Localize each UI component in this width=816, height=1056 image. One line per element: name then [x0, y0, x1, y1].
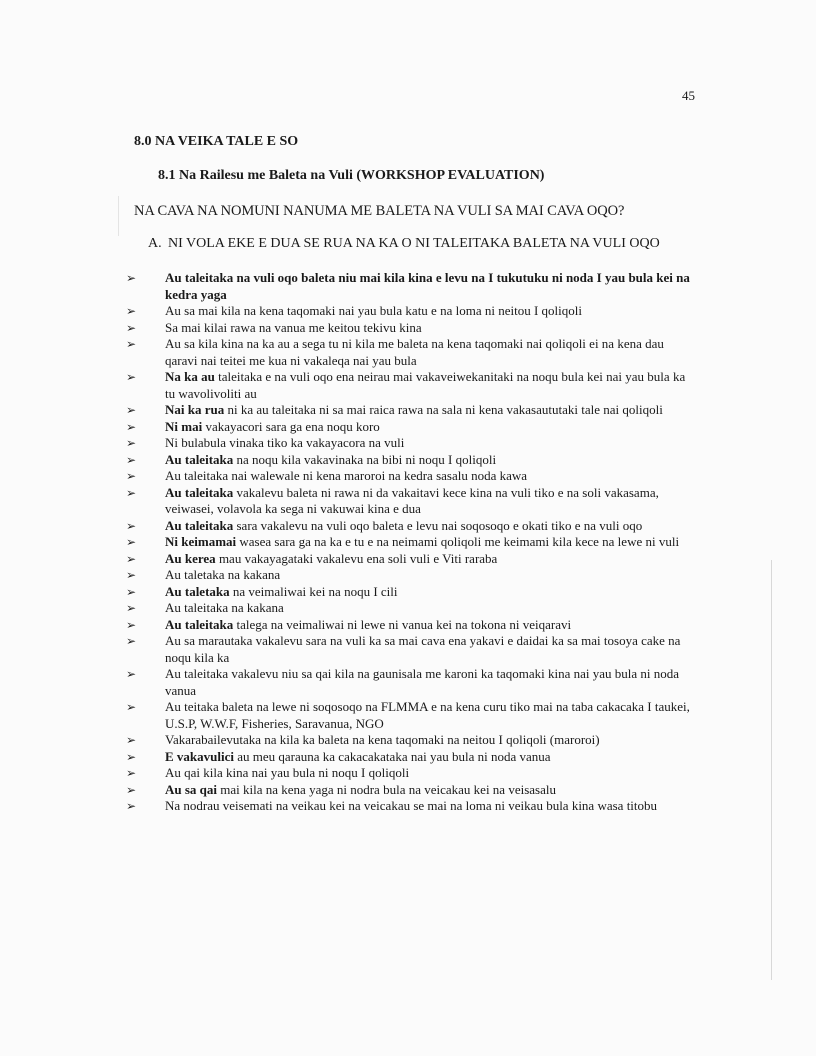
- bullet-item: [126, 600, 696, 617]
- bullet-item: [126, 798, 696, 815]
- bullet-text: [165, 782, 696, 799]
- bullet-text-bold: E vakavulici: [165, 748, 234, 764]
- arrow-bullet-icon: ➢: [126, 733, 137, 747]
- arrow-bullet-icon: ➢: [126, 667, 137, 681]
- bullet-text-run: Au taleitaka nai walewale ni kena maroroi na kedra sasalu noda kawa: [165, 468, 528, 483]
- arrow-bullet-icon: ➢: [126, 419, 137, 434]
- bullet-text-bold: Au sa qai: [165, 781, 218, 797]
- bullet-item: [126, 485, 696, 518]
- arrow-bullet-icon: ➢: [126, 766, 137, 780]
- bullet-text-run: wasea sara ga na ka e tu e na neimami qoliqoli me keimami kila kece na lewe ni vuli: [236, 534, 680, 549]
- item-a-text: NI VOLA EKE E DUA SE RUA NA KA O NI TALEITAKA BALETA NA VULI OQO: [168, 236, 660, 251]
- bullet-text-run: Au taleitaka na kakana: [165, 600, 284, 615]
- bullet-item: [126, 732, 696, 749]
- bullet-item: [126, 617, 696, 634]
- bullet-item: [126, 518, 696, 535]
- arrow-bullet-icon: ➢: [126, 304, 137, 318]
- arrow-bullet-icon: ➢: [126, 403, 137, 417]
- bullet-text: [165, 617, 696, 634]
- bullet-text-run: Sa mai kilai rawa na vanua me keitou tekivu kina: [165, 319, 422, 335]
- arrow-bullet-icon: ➢: [126, 452, 137, 467]
- bullet-text-run: sara vakalevu na vuli oqo baleta e levu nai soqosoqo e okati tiko e na vuli oqo: [233, 517, 643, 533]
- bullet-item: [126, 369, 696, 402]
- bullet-text: [165, 567, 696, 584]
- bullet-list: [126, 270, 696, 815]
- arrow-bullet-icon: ➢: [126, 601, 137, 615]
- bullet-item: [126, 320, 696, 337]
- bullet-text: [165, 320, 696, 337]
- bullet-item: [126, 303, 696, 320]
- bullet-text-run: Au taleitaka vakalevu niu sa qai kila na gaunisala me karoni ka taqomaki kina nai yau bula ni noda vanua: [165, 666, 680, 698]
- bullet-item: [126, 452, 696, 469]
- bullet-item: [126, 402, 696, 419]
- bullet-text: [165, 600, 696, 617]
- item-a: [148, 236, 688, 252]
- bullet-text-bold: Au taleitaka: [165, 616, 234, 632]
- bullet-text-run: na noqu kila vakavinaka na bibi ni noqu I qoliqoli: [233, 451, 497, 467]
- bullet-item: [126, 584, 696, 601]
- bullet-item: [126, 270, 696, 303]
- bullet-text-bold: Au taleitaka na vuli oqo baleta niu mai kila kina e levu na I tukutuku ni noda I yau bula kei na kedra yaga: [165, 270, 690, 302]
- subsection-title: 8.1 Na Railesu me Baleta na Vuli (WORKSHOP EVALUATION): [158, 168, 545, 183]
- arrow-bullet-icon: ➢: [126, 535, 137, 549]
- bullet-text: [165, 798, 696, 815]
- bullet-item: [126, 336, 696, 369]
- bullet-text-run: Ni bulabula vinaka tiko ka vakayacora na vuli: [165, 435, 405, 450]
- bullet-text: [165, 336, 696, 369]
- bullet-text-run: Vakarabailevutaka na kila ka baleta na kena taqomaki na neitou I qoliqoli (maroroi): [165, 732, 600, 747]
- section-title: 8.0 NA VEIKA TALE E SO: [134, 134, 299, 149]
- bullet-text: [165, 435, 696, 452]
- bullet-text-bold: Au taletaka: [165, 583, 230, 599]
- bullet-text: [165, 270, 696, 303]
- bullet-text: [165, 468, 696, 485]
- bullet-item: [126, 468, 696, 485]
- bullet-text-run: Au sa marautaka vakalevu sara na vuli ka sa mai cava ena yakavi e daidai ka sa mai tosoya cake na noqu kila ka: [165, 633, 681, 665]
- bullet-item: [126, 765, 696, 782]
- arrow-bullet-icon: ➢: [126, 485, 137, 500]
- bullet-text-bold: Ni mai: [165, 418, 203, 434]
- bullet-text-bold: Na ka au: [165, 369, 215, 384]
- bullet-text: [165, 402, 696, 419]
- bullet-text: [165, 419, 696, 436]
- bullet-text: [165, 534, 696, 551]
- bullet-text: [165, 666, 696, 699]
- bullet-item: [126, 666, 696, 699]
- bullet-text-run: ni ka au taleitaka ni sa mai raica rawa na sala ni kena vakasaututaki tale nai qoliqoli: [224, 402, 663, 417]
- bullet-text-run: Au taletaka na kakana: [165, 567, 281, 582]
- bullet-text-run: vakayacori sara ga ena noqu koro: [202, 418, 380, 434]
- bullet-text-run: Na nodrau veisemati na veikau kei na veicakau se mai na loma ni veikau bula kina wasa titobu: [165, 798, 658, 813]
- bullet-text: [165, 584, 696, 601]
- bullet-text: [165, 452, 696, 469]
- arrow-bullet-icon: ➢: [126, 799, 137, 813]
- bullet-text: [165, 732, 696, 749]
- item-a-letter: A.: [148, 236, 162, 251]
- bullet-text-bold: Au kerea: [165, 550, 216, 566]
- bullet-item: [126, 534, 696, 551]
- arrow-bullet-icon: ➢: [126, 518, 137, 533]
- bullet-item: [126, 435, 696, 452]
- scan-edge-mark: [118, 196, 119, 236]
- bullet-text-run: au meu qarauna ka cakacakataka nai yau bula ni noda vanua: [234, 748, 551, 764]
- arrow-bullet-icon: ➢: [126, 320, 137, 335]
- arrow-bullet-icon: ➢: [126, 337, 137, 351]
- bullet-text-run: talega na veimaliwai ni lewe ni vanua kei na tokona ni veiqaravi: [233, 616, 572, 632]
- bullet-item: [126, 633, 696, 666]
- bullet-item: [126, 551, 696, 568]
- bullet-item: [126, 749, 696, 766]
- page-number: 45: [682, 88, 695, 103]
- bullet-text: [165, 518, 696, 535]
- bullet-text-run: mai kila na kena yaga ni nodra bula na veicakau kei na veisasalu: [217, 781, 556, 797]
- bullet-text-bold: Nai ka rua: [165, 402, 225, 417]
- arrow-bullet-icon: ➢: [126, 700, 137, 714]
- bullet-text-run: Au sa mai kila na kena taqomaki nai yau bula katu e na loma ni neitou I qoliqoli: [165, 303, 582, 318]
- arrow-bullet-icon: ➢: [126, 584, 137, 599]
- arrow-bullet-icon: ➢: [126, 370, 137, 384]
- arrow-bullet-icon: ➢: [126, 617, 137, 632]
- bullet-text-run: Au teitaka baleta na lewe ni soqosoqo na FLMMA e na kena curu tiko mai na taba cakacaka I taukei, U.S.P, W.W.F, Fisheries, Saravanua, NGO: [165, 699, 690, 731]
- bullet-item: [126, 567, 696, 584]
- bullet-text: [165, 369, 696, 402]
- bullet-text-bold: Ni keimamai: [165, 534, 237, 549]
- bullet-text: [165, 551, 696, 568]
- arrow-bullet-icon: ➢: [126, 469, 137, 483]
- bullet-item: [126, 419, 696, 436]
- question-heading: NA CAVA NA NOMUNI NANUMA ME BALETA NA VULI SA MAI CAVA OQO?: [134, 203, 625, 219]
- arrow-bullet-icon: ➢: [126, 568, 137, 582]
- bullet-text: [165, 699, 696, 732]
- bullet-text-run: na veimaliwai kei na noqu I cili: [229, 583, 398, 599]
- bullet-text-run: taleitaka e na vuli oqo ena neirau mai vakaveiwekanitaki na noqu bula kei nai yau bula ka tu wavolivoliti au: [165, 369, 686, 401]
- bullet-text-bold: Au taleitaka: [165, 517, 234, 533]
- arrow-bullet-icon: ➢: [126, 749, 137, 764]
- arrow-bullet-icon: ➢: [126, 271, 137, 285]
- bullet-text: [165, 485, 696, 518]
- bullet-text-run: Au qai kila kina nai yau bula ni noqu I qoliqoli: [165, 765, 410, 780]
- arrow-bullet-icon: ➢: [126, 634, 137, 648]
- arrow-bullet-icon: ➢: [126, 782, 137, 797]
- bullet-text: [165, 765, 696, 782]
- arrow-bullet-icon: ➢: [126, 551, 137, 566]
- bullet-text: [165, 749, 696, 766]
- bullet-text-run: vakalevu baleta ni rawa ni da vakaitavi kece kina na vuli tiko e na soli vakasama, veiwasei, volavola ka sega ni vakuwai kina e dua: [165, 484, 659, 516]
- bullet-item: [126, 782, 696, 799]
- bullet-text-bold: Au taleitaka: [165, 451, 234, 467]
- bullet-text-run: mau vakayagataki vakalevu ena soli vuli e Viti raraba: [215, 550, 498, 566]
- scan-edge-mark: [771, 560, 772, 980]
- arrow-bullet-icon: ➢: [126, 436, 137, 450]
- bullet-item: [126, 699, 696, 732]
- bullet-text: [165, 303, 696, 320]
- bullet-text-bold: Au taleitaka: [165, 484, 234, 500]
- bullet-text: [165, 633, 696, 666]
- bullet-text-run: Au sa kila kina na ka au a sega tu ni kila me baleta na kena taqomaki nai qoliqoli ei na kena dau qaravi nai teitei me kua ni vakaleqa nai yau bula: [165, 336, 664, 368]
